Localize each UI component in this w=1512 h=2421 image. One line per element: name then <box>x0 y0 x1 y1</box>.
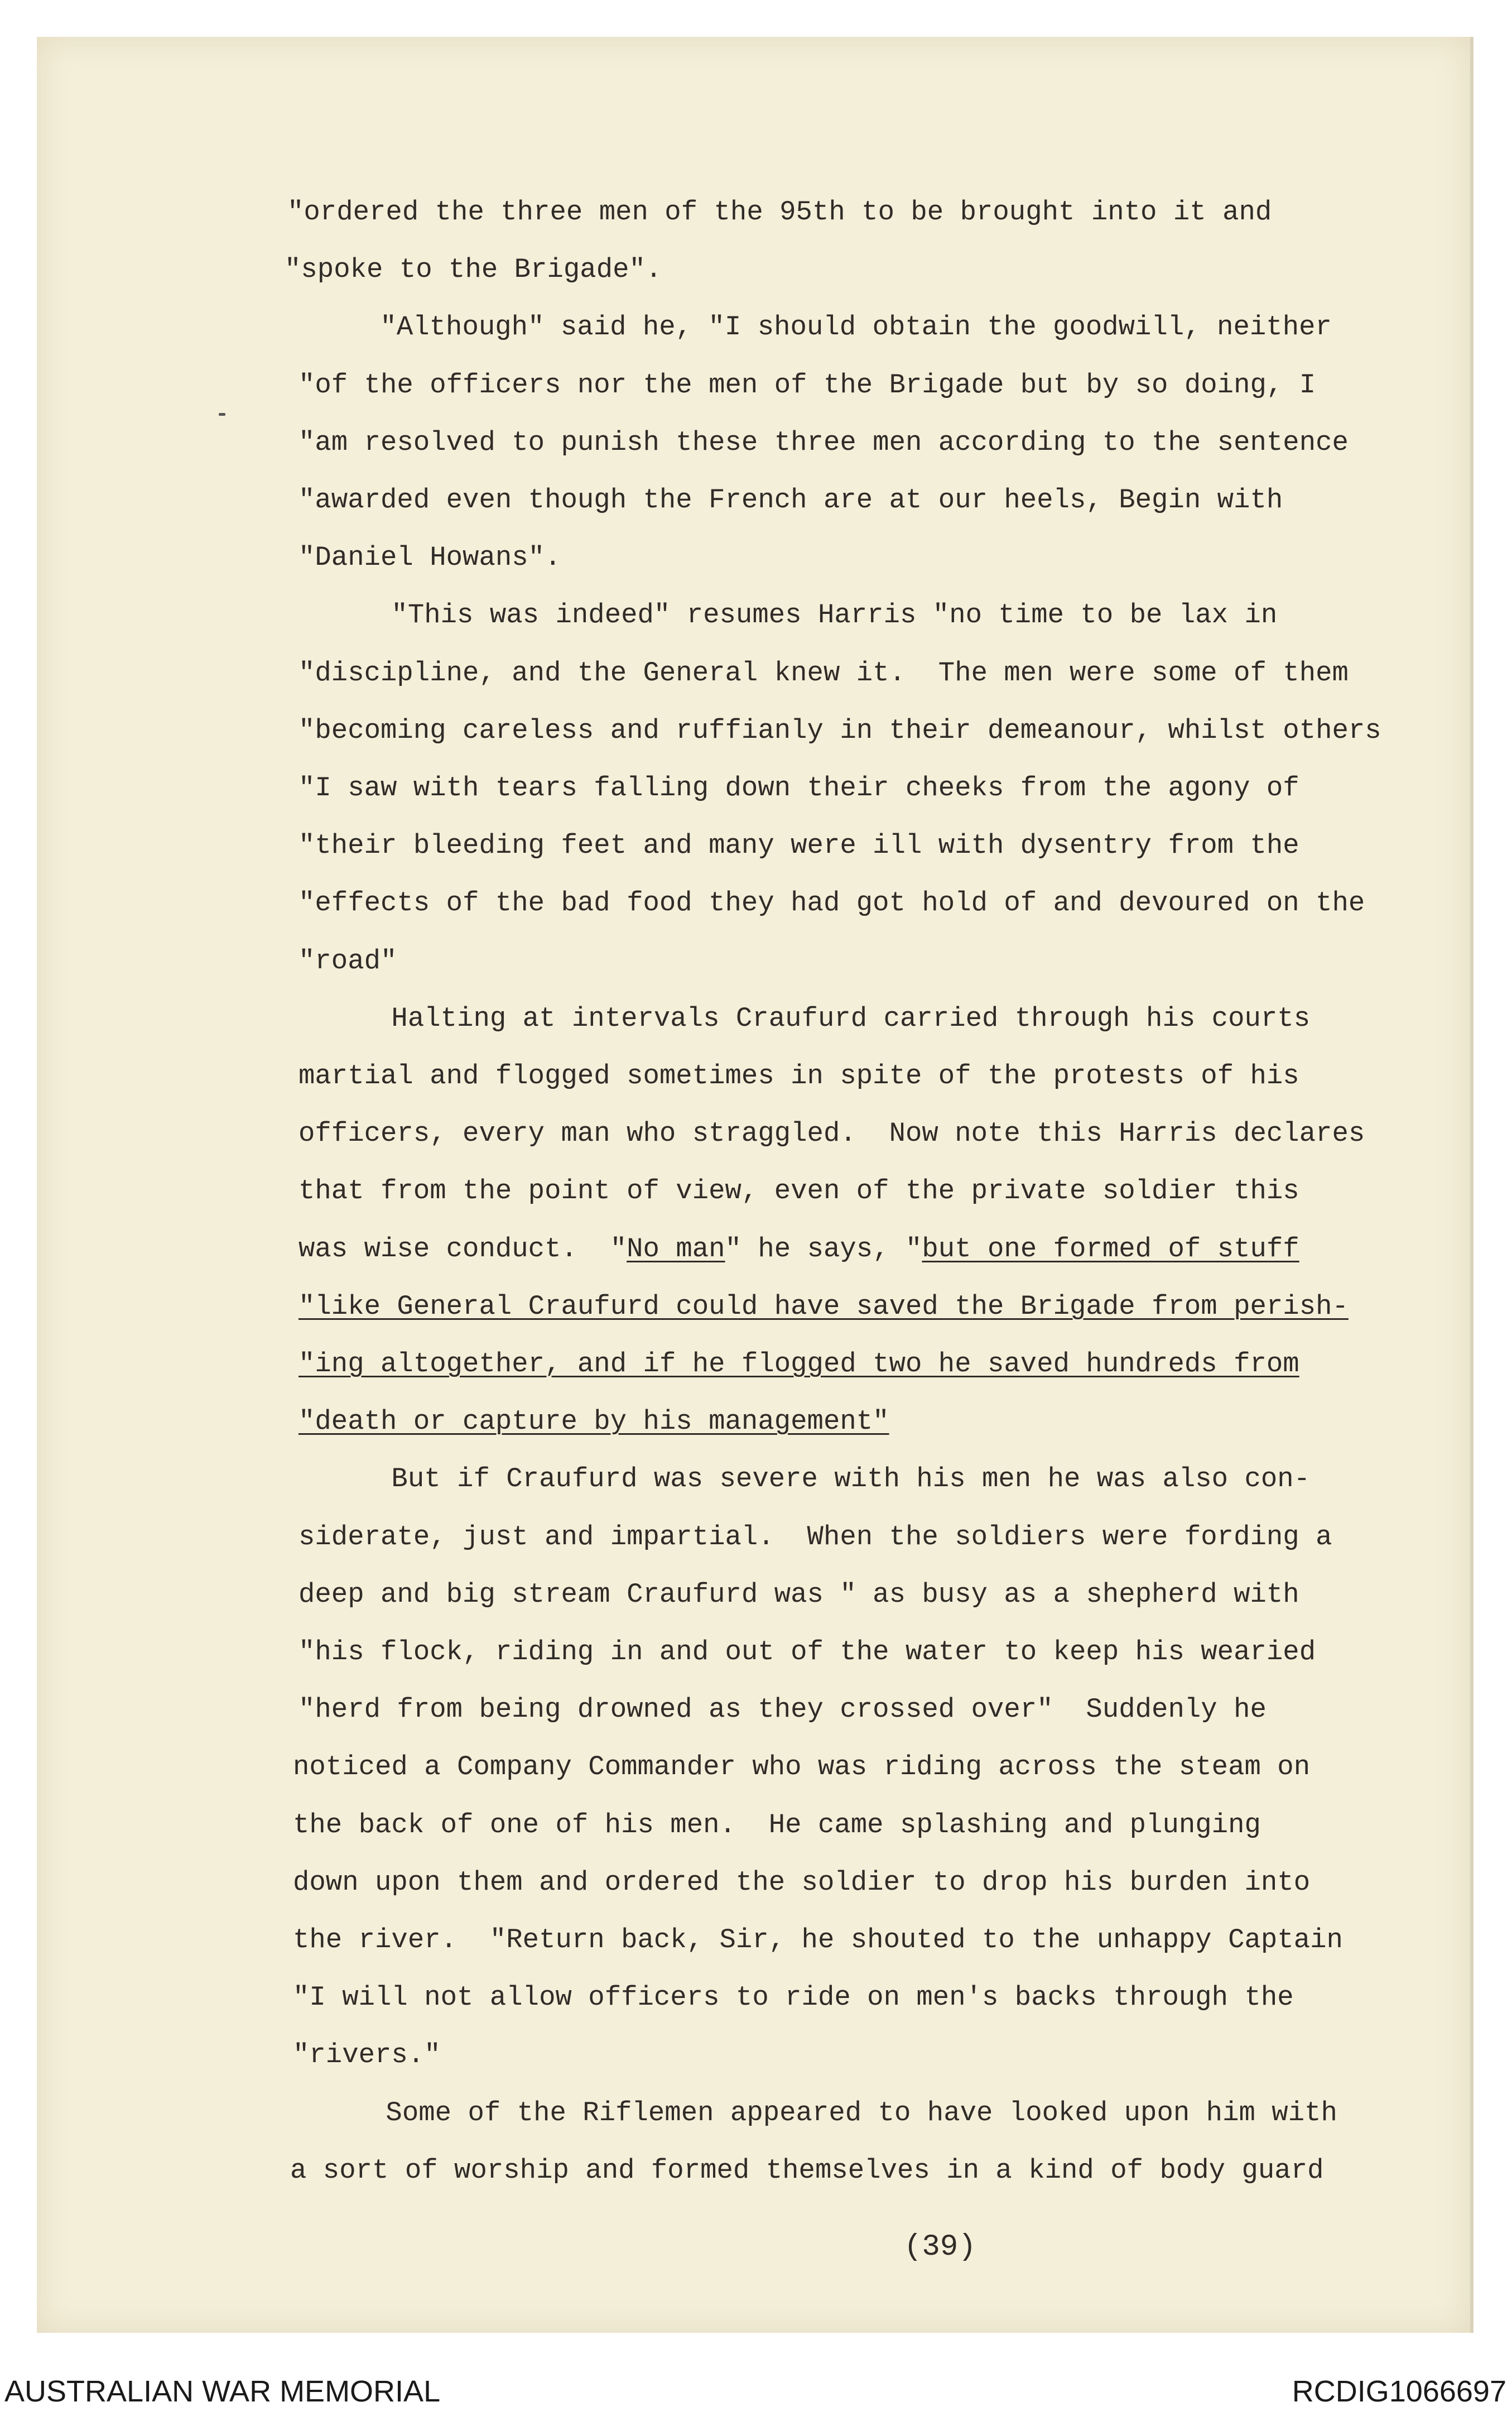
footer-record-id: RCDIG1066697 <box>1292 2375 1506 2408</box>
text-line: "road" <box>298 945 397 977</box>
text-line: "rivers." <box>293 2039 441 2071</box>
text-line: that from the point of view, even of the private soldier this <box>298 1175 1299 1207</box>
text-line: the river. "Return back, Sir, he shouted to the unhappy Captain <box>293 1924 1343 1956</box>
text-line: "their bleeding feet and many were ill with dysentry from the <box>298 830 1299 861</box>
ink-speck <box>219 413 225 416</box>
text-line: down upon them and ordered the soldier to drop his burden into <box>293 1867 1311 1898</box>
text-line: "ing altogether, and if he flogged two he saved hundreds from <box>298 1348 1299 1380</box>
text-line: a sort of worship and formed themselves in a kind of body guard <box>290 2155 1324 2186</box>
footer-source-label: AUSTRALIAN WAR MEMORIAL <box>4 2375 441 2408</box>
text-line: officers, every man who straggled. Now note this Harris declares <box>298 1118 1365 1149</box>
text-line: "This was indeed" resumes Harris "no time to be lax in <box>293 599 1278 631</box>
text-line: "death or capture by his management" <box>298 1406 889 1437</box>
text-line: "I will not allow officers to ride on men's backs through the <box>293 1982 1294 2013</box>
text-line: "becoming careless and ruffianly in their demeanour, whilst others <box>298 715 1381 746</box>
text-line: "Daniel Howans". <box>298 542 561 573</box>
text-line: "his flock, riding in and out of the water to keep his wearied <box>298 1636 1316 1668</box>
page-number: (39) <box>904 2230 976 2264</box>
text-line: "effects of the bad food they had got hold of and devoured on the <box>298 887 1365 919</box>
text-line: was wise conduct. "No man" he says, "but one formed of stuff <box>298 1233 1299 1265</box>
text-line: Some of the Riflemen appeared to have looked upon him with <box>287 2097 1337 2129</box>
text-line: "am resolved to punish these three men according to the sentence <box>298 427 1349 458</box>
text-line: "herd from being drowned as they crossed over" Suddenly he <box>298 1694 1267 1725</box>
quote-attribution: " he says, " <box>725 1233 922 1265</box>
text-line: "discipline, and the General knew it. The men were some of them <box>298 657 1349 689</box>
underlined-quote-continued: but one formed of stuff <box>922 1233 1299 1265</box>
text-line: "I saw with tears falling down their cheeks from the agony of <box>298 772 1299 804</box>
text-line: siderate, just and impartial. When the soldiers were fording a <box>298 1521 1332 1553</box>
text-line: Halting at intervals Craufurd carried through his courts <box>293 1003 1311 1034</box>
text-line: martial and flogged sometimes in spite of the protests of his <box>298 1060 1299 1092</box>
text-line: "awarded even though the French are at our heels, Begin with <box>298 484 1283 516</box>
text-line: deep and big stream Craufurd was " as busy as a shepherd with <box>298 1579 1299 1610</box>
text-line: "of the officers nor the men of the Brigade but by so doing, I <box>298 369 1316 401</box>
text-line: "spoke to the Brigade". <box>285 254 662 285</box>
text-line: the back of one of his men. He came splashing and plunging <box>293 1809 1261 1841</box>
text-line: noticed a Company Commander who was riding across the steam on <box>293 1751 1311 1783</box>
text-line: But if Craufurd was severe with his men he was also con- <box>293 1463 1311 1495</box>
underlined-quote-start: No man <box>627 1233 725 1265</box>
text-line: "ordered the three men of the 95th to be brought into it and <box>287 196 1272 228</box>
page-edge <box>1470 37 1474 2333</box>
text-line: "like General Craufurd could have saved the Brigade from perish- <box>298 1291 1349 1322</box>
text-line: "Although" said he, "I should obtain the goodwill, neither <box>282 311 1332 343</box>
